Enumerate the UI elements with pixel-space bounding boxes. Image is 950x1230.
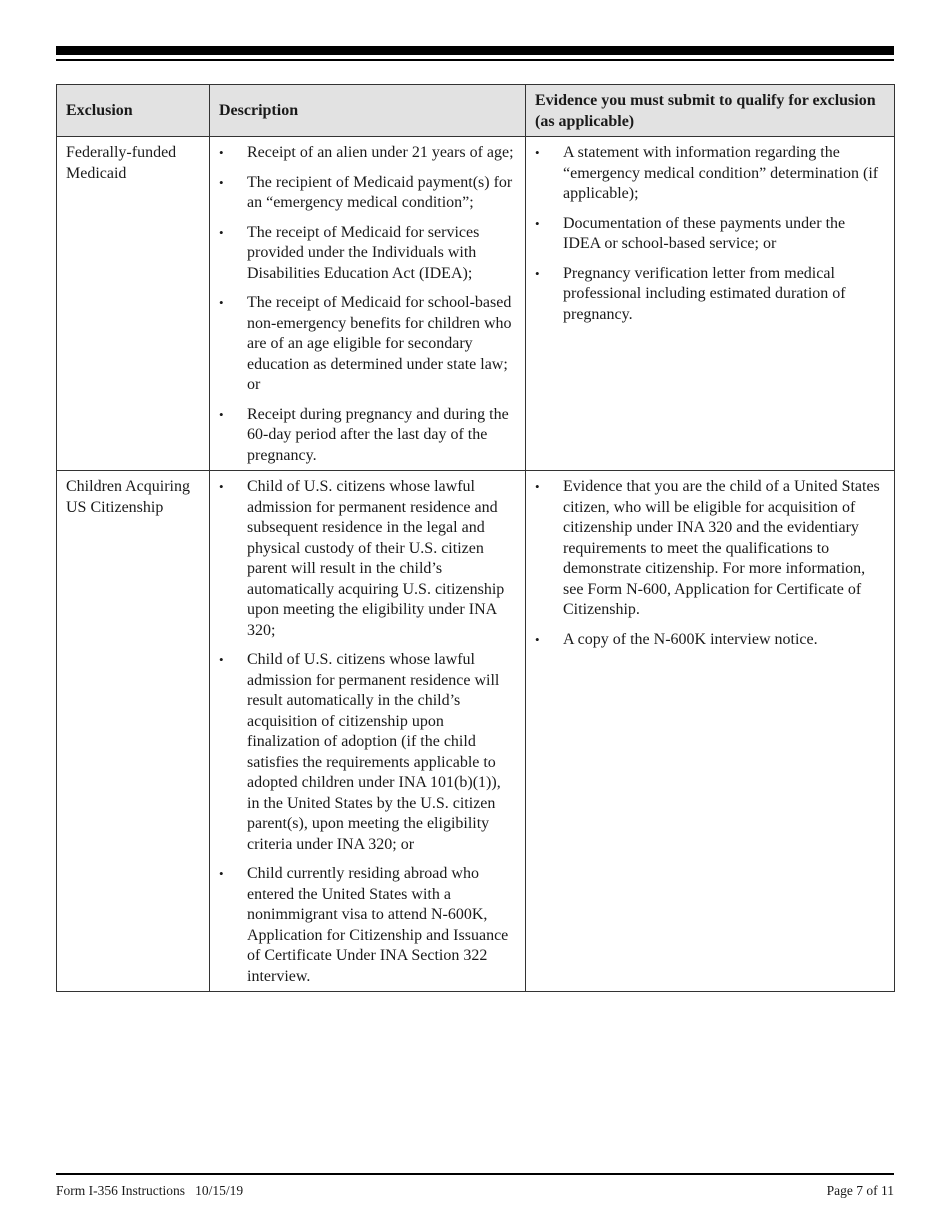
exclusion-cell: Federally-funded Medicaid [57,137,210,471]
bullet-icon: • [535,215,540,231]
description-cell [210,471,526,992]
list-item-text: Child of U.S. citizens whose lawful admission for permanent residence will result automatically in the child’s acquisition of citizenship upon finalization of adoption (if the child satisfies the requirements applicable to adopted children under INA 101(b)(1)), in the United States by the U.S. citizen parent(s), upon meeting the eligibility criteria under INA 320; or [247,651,501,853]
bullet-icon: • [219,224,224,240]
list-item-text: The receipt of Medicaid for services provided under the Individuals with Disabilities Education Act (IDEA); [247,223,480,282]
bullet-icon: • [535,479,540,494]
list-item [219,293,516,396]
list-item [219,143,516,164]
list-item-text: Pregnancy verification letter from medical professional including estimated duration of pregnancy. [563,264,846,323]
list-item [219,650,516,855]
header-rule-thick [56,46,894,55]
list-item-text: A copy of the N-600K interview notice. [563,630,818,648]
list-item [219,223,516,285]
list-item [219,173,516,214]
bullet-icon: • [219,652,224,667]
bullet-icon: • [535,145,540,160]
bullet-icon: • [219,866,224,881]
list-item [535,214,885,255]
footer-page-number: Page 7 of 11 [826,1183,894,1198]
list-item [535,143,885,205]
bullet-icon: • [535,265,540,281]
column-header-exclusion: Exclusion [57,85,210,137]
list-item-text: Documentation of these payments under the IDEA or school-based service; or [563,214,846,252]
bullet-icon: • [219,295,224,310]
description-list [219,143,516,466]
evidence-list [535,477,885,650]
list-item [219,477,516,641]
list-item-text: Evidence that you are the child of a United States citizen, who will be eligible for acquisition of citizenship under INA 320 and the evidentiary requirements to meet the qualifications to demonstrate citizenship. For more information, see Form N-600, Application for Certificate of Citizenship. [563,478,880,618]
bullet-icon: • [535,631,540,647]
footer-form-id: Form I-356 Instructions 10/15/19 [56,1183,244,1198]
list-item-text: The recipient of Medicaid payment(s) for an “emergency medical condition”; [247,173,513,211]
list-item-text: Receipt during pregnancy and during the 60-day period after the last day of the pregnancy. [247,405,509,464]
list-item-text: A statement with information regarding the “emergency medical condition” determination (if applicable); [563,144,879,202]
table-row [57,471,895,992]
evidence-cell [526,137,895,471]
exclusion-cell: Children Acquiring US Citizenship [57,471,210,992]
list-item-text: Child currently residing abroad who entered the United States with a nonimmigrant visa to attend N-600K, Application for Citizenship and Issuance of Certificate Under INA Section 322 interview. [247,865,509,985]
column-header-description: Description [210,85,526,137]
footer-rule [56,1173,894,1175]
table-header-row [57,85,895,137]
list-item [219,864,516,987]
list-item-text: The receipt of Medicaid for school-based non-emergency benefits for children who are of an age eligible for secondary education as determined under state law; or [247,294,512,393]
list-item [535,630,885,651]
bullet-icon: • [219,406,224,422]
description-cell [210,137,526,471]
bullet-icon: • [219,174,224,190]
table-row [57,137,895,471]
evidence-cell [526,471,895,992]
header-rule-thin [56,59,894,61]
list-item-text: Child of U.S. citizens whose lawful admission for permanent residence and subsequent residence in the legal and physical custody of their U.S. citizen parent will result in the child’s automatically acquiring U.S. citizenship upon meeting the eligibility under INA 320; [247,478,505,639]
list-item [219,405,516,467]
list-item-text: Receipt of an alien under 21 years of age; [247,144,514,161]
description-list [219,477,516,987]
column-header-evidence: Evidence you must submit to qualify for exclusion (as applicable) [526,85,895,137]
exclusions-table [56,84,895,992]
bullet-icon: • [219,145,224,160]
bullet-icon: • [219,479,224,494]
evidence-list [535,143,885,325]
list-item [535,264,885,326]
list-item [535,477,885,621]
